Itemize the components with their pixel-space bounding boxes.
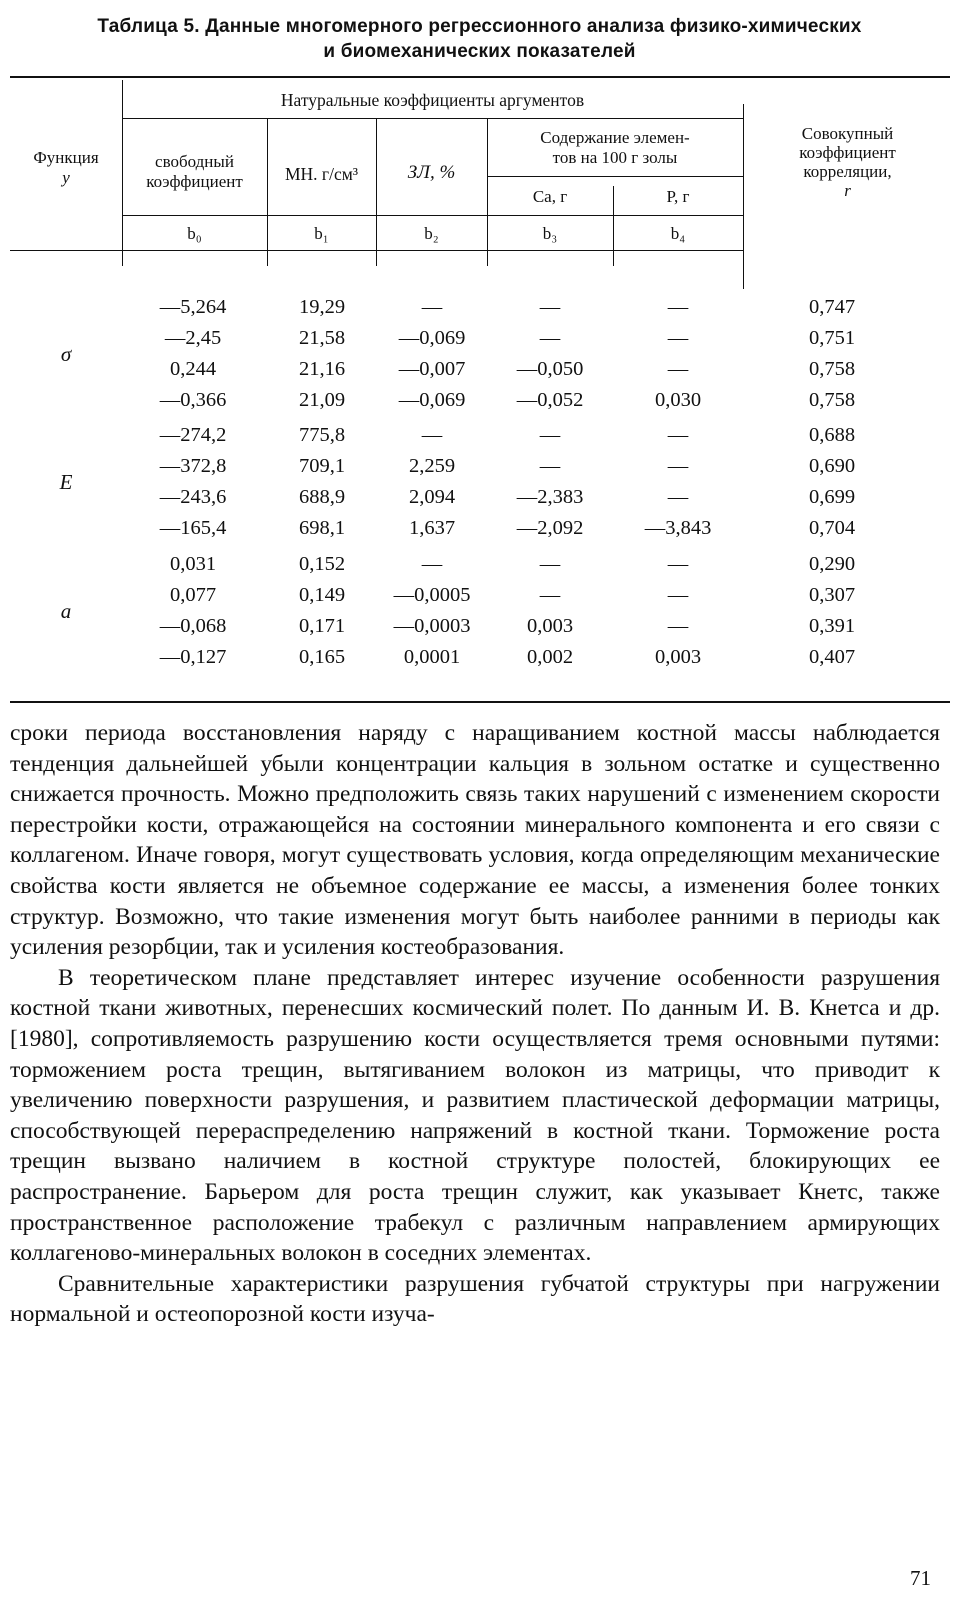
b1-header: b₁ — [314, 224, 329, 243]
zl-header: ЗЛ, % — [407, 162, 456, 183]
total-correlation-line-1: Совокупный — [801, 124, 894, 143]
table-caption-line-1: Таблица 5. Данные многомерного регрессионного анализа физико-химических — [97, 16, 862, 37]
table-cell: — — [667, 553, 689, 575]
table-cell: 0,0001 — [403, 646, 461, 668]
table-cell: — — [539, 455, 561, 477]
paragraph: В теоретическом плане представляет интерес изучение особенности разрушения костной ткани животных, перенесших космический полет. По данным И. В. Кнетса и др. [1980], сопротивляемость разрушению кости осуществляется тремя основными путями: торможением роста трещин, вытягиванием волокон из матрицы, что приводит к увеличению поверхности разрушения, и развитием пластической деформации матрицы, способствующей перераспределению напряжений в костной ткани. Торможение роста трещин вызвано наличием в костной структуре полостей, блокирующих ее распространение. Барьером для роста трещин служит, как указывает Кнетс, также пространственное расположение трабекул с различным направлением армирующих коллагеново-минеральных волокон в соседних элементах. — [10, 964, 940, 1267]
table-cell: 0,307 — [808, 584, 856, 606]
table-caption-line-2: и биомеханических показателей — [323, 41, 636, 62]
table-cell: —165,4 — [159, 517, 227, 539]
table-cell: 775,8 — [298, 424, 346, 446]
free-coefficient-line-1: свободный — [155, 152, 234, 171]
table-cell: — — [667, 615, 689, 637]
table-cell: 21,58 — [298, 327, 346, 349]
function-label: Функция — [33, 148, 99, 167]
table-cell: — — [539, 424, 561, 446]
b3-header: b₃ — [542, 224, 558, 243]
b4-header: b₄ — [670, 224, 686, 243]
table-cell: —3,843 — [644, 517, 712, 539]
table-cell: 0,031 — [169, 553, 217, 575]
table-cell: 0,244 — [169, 358, 217, 380]
table-cell: 0,152 — [298, 553, 346, 575]
table-cell: —0,0005 — [393, 584, 471, 606]
table-cell: 709,1 — [298, 455, 346, 477]
table-cell: 0,003 — [654, 646, 702, 668]
p-header: P, г — [666, 187, 690, 206]
table-cell: —274,2 — [159, 424, 227, 446]
table-cell: 0,688 — [808, 424, 856, 446]
function-symbol: y — [62, 168, 70, 187]
table-cell: — — [667, 424, 689, 446]
table-cell: 2,259 — [408, 455, 456, 477]
table-cell: — — [421, 296, 443, 318]
table-bottom-rule — [10, 701, 950, 703]
table-cell: 21,09 — [298, 389, 346, 411]
elements-line-1: Содержание элемен- — [540, 128, 690, 147]
total-correlation-line-3: корреляции, — [803, 162, 892, 181]
table-cell: 698,1 — [298, 517, 346, 539]
table-cell: 0,391 — [808, 615, 856, 637]
header-divider — [122, 250, 123, 266]
table-cell: — — [539, 296, 561, 318]
table-cell: —0,0003 — [393, 615, 471, 637]
paragraph: сроки периода восстановления наряду с наращиванием костной массы наблюдается тенденция дальнейшей убыли концентрации кальция в зольном остатке и существенно снижается прочность. Можно предположить связь таких нарушений с изменением скорости перестройки кости, отражающейся на состоянии минерального компонента и его связи с коллагеном. Иначе говоря, могут существовать условия, когда определяющим механические свойства кости является не объемное содержание ее массы, а изменения более тонких структур. Возможно, что такие изменения могут быть наиболее ранними в периоды как усиления резорбции, так и усиления костеобразования. — [10, 720, 940, 961]
table-cell: 0,165 — [298, 646, 346, 668]
header-divider — [122, 215, 743, 216]
elements-line-2: тов на 100 г золы — [552, 148, 678, 167]
table-cell: 0,002 — [526, 646, 574, 668]
table-cell: — — [539, 553, 561, 575]
table-cell: 0,699 — [808, 486, 856, 508]
table-cell: 0,747 — [808, 296, 856, 318]
table-cell: 19,29 — [298, 296, 346, 318]
table-cell: —0,069 — [398, 389, 466, 411]
table-cell: —0,050 — [516, 358, 584, 380]
table-cell: 1,637 — [408, 517, 456, 539]
natural-coefficients-header: Натуральные коэффициенты аргументов — [280, 90, 585, 110]
total-correlation-line-2: коэффициент — [799, 143, 896, 162]
table-cell: 2,094 — [408, 486, 456, 508]
total-correlation-header — [745, 124, 950, 200]
page-number: 71 — [910, 1566, 931, 1590]
table-cell: 0,758 — [808, 389, 856, 411]
table-cell: —372,8 — [159, 455, 227, 477]
table-caption — [0, 14, 959, 64]
function-symbol-cell: E — [59, 469, 73, 494]
header-divider — [122, 118, 743, 119]
table-cell: — — [667, 455, 689, 477]
table-cell: 0,030 — [654, 389, 702, 411]
table-cell: —0,052 — [516, 389, 584, 411]
table-cell: —2,45 — [164, 327, 222, 349]
table-cell: 688,9 — [298, 486, 346, 508]
table-cell: —5,264 — [159, 296, 227, 318]
table-top-rule — [10, 76, 950, 78]
table-cell: — — [667, 584, 689, 606]
table-cell: 0,758 — [808, 358, 856, 380]
b2-header: b₂ — [424, 224, 439, 243]
table-cell: 0,290 — [808, 553, 856, 575]
table-cell: 0,690 — [808, 455, 856, 477]
table-cell: — — [667, 296, 689, 318]
table-cell: 0,704 — [808, 517, 856, 539]
table-cell: —0,068 — [159, 615, 227, 637]
free-coefficient-line-2: коэффициент — [146, 172, 243, 191]
table-cell: — — [667, 327, 689, 349]
paragraph: Сравнительные характеристики разрушения губчатой структуры при нагружении нормальной и остеопорозной кости изуча- — [10, 1270, 940, 1328]
table-cell: —243,6 — [159, 486, 227, 508]
table-cell: 0,077 — [169, 584, 217, 606]
b0-header: b₀ — [187, 224, 202, 243]
header-divider — [10, 250, 743, 251]
table-cell: — — [667, 486, 689, 508]
table-cell: — — [539, 327, 561, 349]
table-cell: —0,366 — [159, 389, 227, 411]
table-cell: —2,383 — [516, 486, 584, 508]
table-cell: — — [421, 424, 443, 446]
function-symbol-cell: a — [60, 598, 72, 623]
table-cell: — — [539, 584, 561, 606]
header-divider — [487, 176, 743, 177]
table-cell: — — [667, 358, 689, 380]
table-cell: —2,092 — [516, 517, 584, 539]
header-divider — [743, 104, 744, 289]
mn-header: МН. г/см³ — [284, 164, 359, 184]
table-cell: 0,171 — [298, 615, 346, 637]
table-cell: —0,127 — [159, 646, 227, 668]
total-correlation-line-4: r — [844, 181, 851, 200]
table-cell: —0,069 — [398, 327, 466, 349]
ca-header: Ca, г — [532, 187, 568, 206]
table-cell: 0,003 — [526, 615, 574, 637]
table-cell: 0,751 — [808, 327, 856, 349]
function-header — [14, 148, 118, 188]
table-cell: 0,407 — [808, 646, 856, 668]
body-text — [10, 718, 940, 1330]
table-cell: 21,16 — [298, 358, 346, 380]
table-cell: —0,007 — [398, 358, 466, 380]
table-cell: 0,149 — [298, 584, 346, 606]
function-symbol-cell: σ — [60, 341, 72, 366]
table-cell: — — [421, 553, 443, 575]
elements-header — [487, 128, 743, 168]
free-coefficient-header — [122, 152, 267, 192]
